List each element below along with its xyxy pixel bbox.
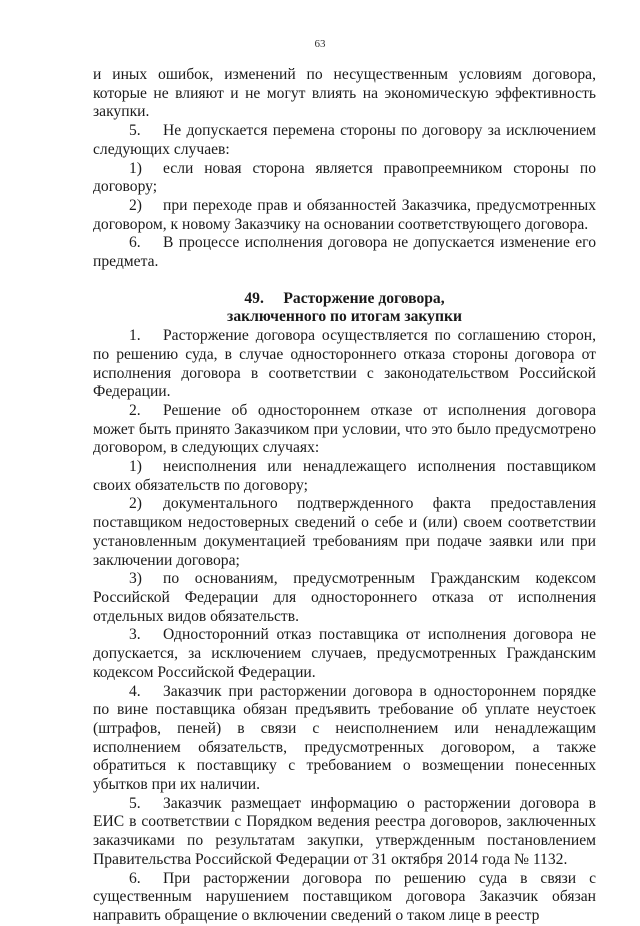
section-paragraph-5: 5. Заказчик размещает информацию о расторжении договора в ЕИС в соответствии с Порядком ведения реестра договоров, заключенных заказчиками по результатам закупки, утвержденным постановлением Правительства Российской Федерации от 31 октября 2014 года № 1132. bbox=[93, 794, 596, 868]
page-number: 63 bbox=[314, 38, 326, 50]
section-gap bbox=[93, 272, 596, 290]
section-heading bbox=[93, 290, 596, 309]
section-heading-line2: заключенного по итогам закупки bbox=[227, 308, 462, 326]
paragraph-continuation: и иных ошибок, изменений по несущественным условиям договора, которые не влияют и не могут влиять на экономическую эффективность закупки. bbox=[93, 66, 596, 121]
paragraph-item-6: 6. В процессе исполнения договора не допускается изменение его предмета. bbox=[93, 234, 596, 271]
section-number: 49. bbox=[244, 289, 264, 307]
paragraph-item-5: 5. Не допускается перемена стороны по договору за исключением следующих случаев: bbox=[93, 122, 596, 158]
paragraph-subitem-5-2: 2) при переходе прав и обязанностей Заказчика, предусмотренных договором, к новому Заказчику на основании соответствующего договора. bbox=[93, 196, 596, 233]
section-paragraph-2: 2. Решение об одностороннем отказе от исполнения договора может быть принято Заказчиком при условии, что это было предусмотрено договором, в следующих случаях: bbox=[93, 401, 596, 457]
section-paragraph-3: 3. Односторонний отказ поставщика от исполнения договора не допускается, за исключением случаев, предусмотренных Гражданским кодексом Российской Федерации. bbox=[93, 626, 596, 681]
section-paragraph-4: 4. Заказчик при расторжении договора в одностороннем порядке по вине поставщика обязан предъявить требование об уплате неустоек (штрафов, пеней) в связи с неисполнением или ненадлежащим исполнением обязательств, предусмотренных договором, а также обратиться к поставщику с требованием о возмещении понесенных убытков при их наличии. bbox=[93, 682, 596, 794]
section-subitem-2-2: 2) документального подтвержденного факта предоставления поставщиком недостоверных сведений о себе и (или) своем соответствии установленным документацией требованиям при подаче заявки или при заключении договора; bbox=[93, 495, 596, 569]
section-title-line1: Расторжение договора, bbox=[283, 289, 445, 307]
section-subitem-2-3: 3) по основаниям, предусмотренным Гражданским кодексом Российской Федерации для одностороннего отказа от исполнения отдельных видов обязательств. bbox=[93, 570, 596, 625]
paragraph-subitem-5-1: 1) если новая сторона является правопреемником стороны по договору; bbox=[93, 159, 596, 196]
document-body bbox=[93, 66, 596, 926]
section-paragraph-1: 1. Расторжение договора осуществляется по соглашению сторон, по решению суда, в случае одностороннего отказа стороны договора от исполнения договора в соответствии с законодательством Российской Федерации. bbox=[93, 327, 596, 401]
section-subitem-2-1: 1) неисполнения или ненадлежащего исполнения поставщиком своих обязательств по договору; bbox=[93, 458, 596, 494]
section-paragraph-6: 6. При расторжении договора по решению суда в связи с существенным нарушением поставщиком договора Заказчик обязан направить обращение о включении сведений о таком лице в реестр bbox=[93, 869, 596, 924]
